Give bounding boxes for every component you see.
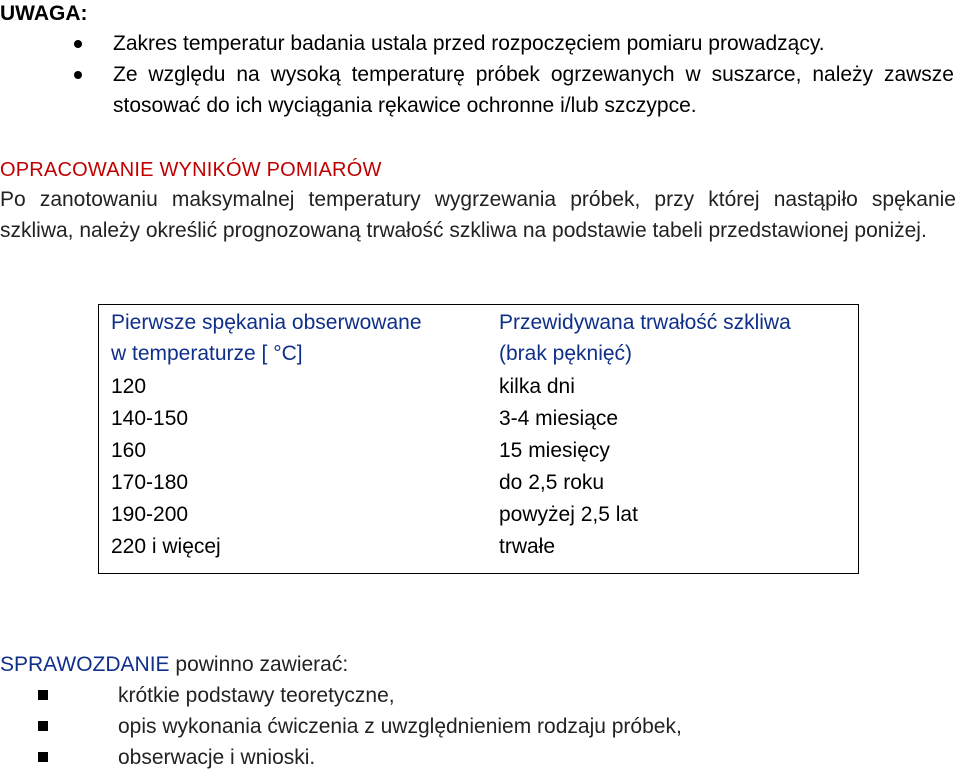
section-title: OPRACOWANIE WYNIKÓW POMIARÓW [0, 159, 382, 181]
warning-item [0, 59, 960, 121]
table-cell-durability: 3-4 miesiące [499, 407, 619, 430]
warning-item-text: Ze względu na wysoką temperaturę próbek ogrzewanych w suszarce, należy zawsze stosować do ich wyciągania rękawice ochronne i/lub szczypce. [113, 63, 954, 117]
table-row [99, 369, 859, 403]
square-bullet-icon [38, 721, 48, 731]
section-paragraph: Po zanotowaniu maksymalnej temperatury wygrzewania próbek, przy której nastąpiło spękanie szkliwa, należy określić prognozowaną trwałość szkliwa na podstawie tabeli przedstawionej poniżej. [0, 188, 956, 242]
table-cell-durability: 15 miesięcy [499, 439, 610, 462]
report-heading-rest: powinno zawierać: [169, 653, 349, 676]
warning-heading: UWAGA: [0, 2, 88, 25]
warning-item [0, 28, 960, 59]
table-cell-durability: trwałe [499, 535, 556, 558]
table-row [99, 531, 859, 574]
table-cell-temperature: 190-200 [111, 503, 189, 526]
report-heading [0, 650, 348, 680]
table-header-line: Pierwsze spękania obserwowane [111, 311, 422, 334]
table-header-line: (brak pęknięć) [499, 342, 633, 365]
square-bullet-icon [38, 690, 48, 700]
list-item-text: krótkie podstawy teoretyczne, [118, 684, 395, 707]
table-header-row [99, 305, 859, 370]
table-header-temperature [99, 305, 488, 370]
durability-table [98, 304, 859, 574]
list-item [0, 711, 682, 742]
square-bullet-icon [38, 752, 48, 762]
table-header-durability [487, 305, 859, 370]
table-cell-durability: do 2,5 roku [499, 471, 605, 494]
table-cell-durability: powyżej 2,5 lat [499, 503, 638, 526]
list-item [0, 680, 682, 711]
table-header-line: w temperaturze [ °C] [111, 342, 303, 365]
table-cell-durability: kilka dni [499, 375, 575, 398]
list-item-text: obserwacje i wnioski. [118, 746, 316, 769]
table-cell-temperature: 120 [111, 375, 147, 398]
list-item [0, 742, 682, 773]
warning-list [0, 28, 960, 121]
warning-item-text: Zakres temperatur badania ustala przed rozpoczęciem pomiaru prowadzący. [113, 32, 825, 55]
bullet-dot-icon [74, 40, 82, 48]
table-row [99, 499, 859, 531]
table-row [99, 403, 859, 435]
bullet-dot-icon [74, 71, 82, 79]
table-row [99, 435, 859, 467]
table-header-line: Przewidywana trwałość szkliwa [499, 311, 791, 334]
table-cell-temperature: 140-150 [111, 407, 189, 430]
table-cell-temperature: 220 i więcej [111, 535, 221, 558]
table-cell-temperature: 170-180 [111, 471, 189, 494]
table-cell-temperature: 160 [111, 439, 147, 462]
table-row [99, 467, 859, 499]
report-heading-strong: SPRAWOZDANIE [0, 653, 170, 676]
list-item-text: opis wykonania ćwiczenia z uwzględnieniem rodzaju próbek, [118, 715, 682, 738]
report-list [0, 680, 682, 773]
